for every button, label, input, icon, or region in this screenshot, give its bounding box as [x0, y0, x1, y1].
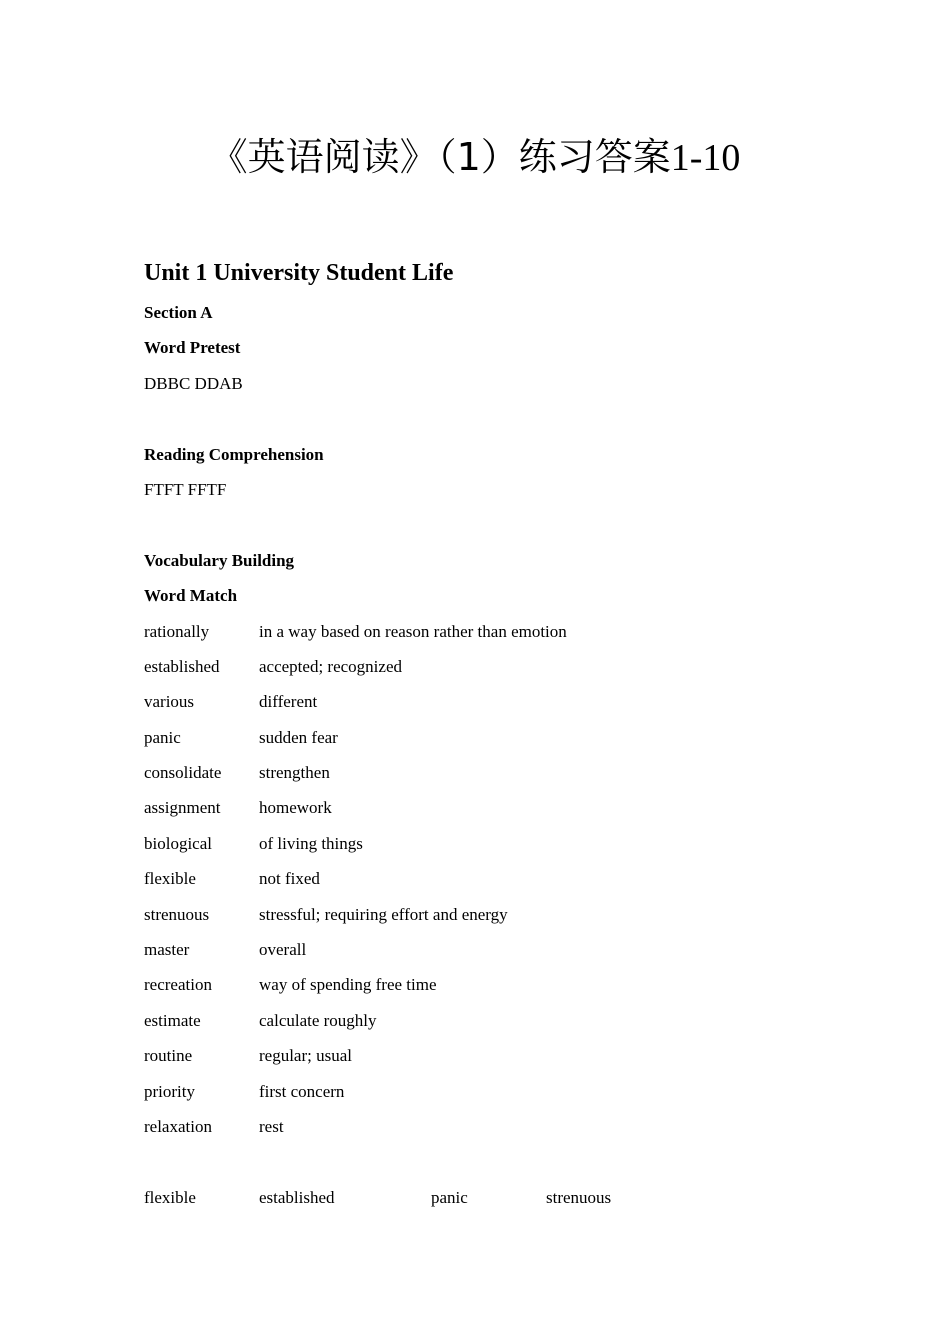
- match-word: strenuous: [144, 904, 210, 924]
- spacer: [144, 1144, 824, 1179]
- match-definition: sudden fear: [259, 727, 338, 747]
- match-word: relaxation: [144, 1116, 212, 1136]
- fill-in-word: panic: [431, 1187, 468, 1207]
- reading-comprehension-answers: FTFT FFTF: [144, 479, 227, 499]
- word-match-row: [144, 755, 824, 790]
- word-match-row: [144, 684, 824, 719]
- document-title-cjk: 《英语阅读》（1）练习答案: [209, 135, 671, 179]
- match-word: estimate: [144, 1010, 201, 1030]
- match-word: assignment: [144, 798, 221, 818]
- spacer: [144, 507, 824, 542]
- match-definition: different: [259, 692, 318, 712]
- word-match-label: Word Match: [144, 586, 238, 606]
- word-match-row: [144, 1109, 824, 1144]
- match-word: recreation: [144, 975, 212, 995]
- match-word: panic: [144, 727, 181, 747]
- match-definition: homework: [259, 798, 332, 818]
- fill-in-word: strenuous: [546, 1187, 612, 1207]
- word-match-row: [144, 1003, 824, 1038]
- match-definition: not fixed: [259, 869, 320, 889]
- match-word: priority: [144, 1081, 195, 1101]
- match-definition: of living things: [259, 833, 363, 853]
- fill-in-row: [144, 1180, 824, 1215]
- section-label: Section A: [144, 303, 213, 322]
- spacer: [144, 401, 824, 436]
- word-match-row: [144, 967, 824, 1002]
- match-word: various: [144, 692, 195, 712]
- match-word: master: [144, 940, 190, 960]
- match-definition: way of spending free time: [259, 975, 437, 995]
- word-match-row: [144, 649, 824, 684]
- match-word: biological: [144, 833, 212, 853]
- match-word: established: [144, 656, 220, 676]
- word-pretest-answers: DBBC DDAB: [144, 373, 243, 393]
- word-match-row: [144, 720, 824, 755]
- match-word: rationally: [144, 621, 210, 641]
- match-definition: overall: [259, 940, 307, 960]
- word-pretest-label: Word Pretest: [144, 338, 241, 358]
- word-match-list: [144, 614, 824, 1145]
- document-title: [0, 132, 950, 183]
- match-definition: rest: [259, 1116, 284, 1136]
- word-match-row: [144, 826, 824, 861]
- word-match-row: [144, 861, 824, 896]
- fill-in-word: flexible: [144, 1187, 196, 1207]
- match-definition: regular; usual: [259, 1046, 352, 1066]
- vocabulary-building-label: Vocabulary Building: [144, 550, 295, 570]
- word-match-row: [144, 1038, 824, 1073]
- match-word: flexible: [144, 869, 196, 889]
- fill-in-word: established: [259, 1187, 335, 1207]
- match-definition: accepted; recognized: [259, 656, 402, 676]
- word-match-row: [144, 1074, 824, 1109]
- word-match-row: [144, 790, 824, 825]
- reading-comprehension-label: Reading Comprehension: [144, 444, 324, 464]
- document-title-range: 1-10: [670, 137, 741, 179]
- match-definition: stressful; requiring effort and energy: [259, 904, 508, 924]
- match-definition: in a way based on reason rather than emotion: [259, 621, 567, 641]
- unit-heading: Unit 1 University Student Life: [144, 260, 454, 286]
- match-word: routine: [144, 1046, 193, 1066]
- match-definition: calculate roughly: [259, 1010, 377, 1030]
- word-match-row: [144, 897, 824, 932]
- document-body: [144, 256, 824, 1215]
- match-word: consolidate: [144, 763, 222, 783]
- word-match-row: [144, 614, 824, 649]
- match-definition: strengthen: [259, 763, 330, 783]
- match-definition: first concern: [259, 1081, 345, 1101]
- word-match-row: [144, 932, 824, 967]
